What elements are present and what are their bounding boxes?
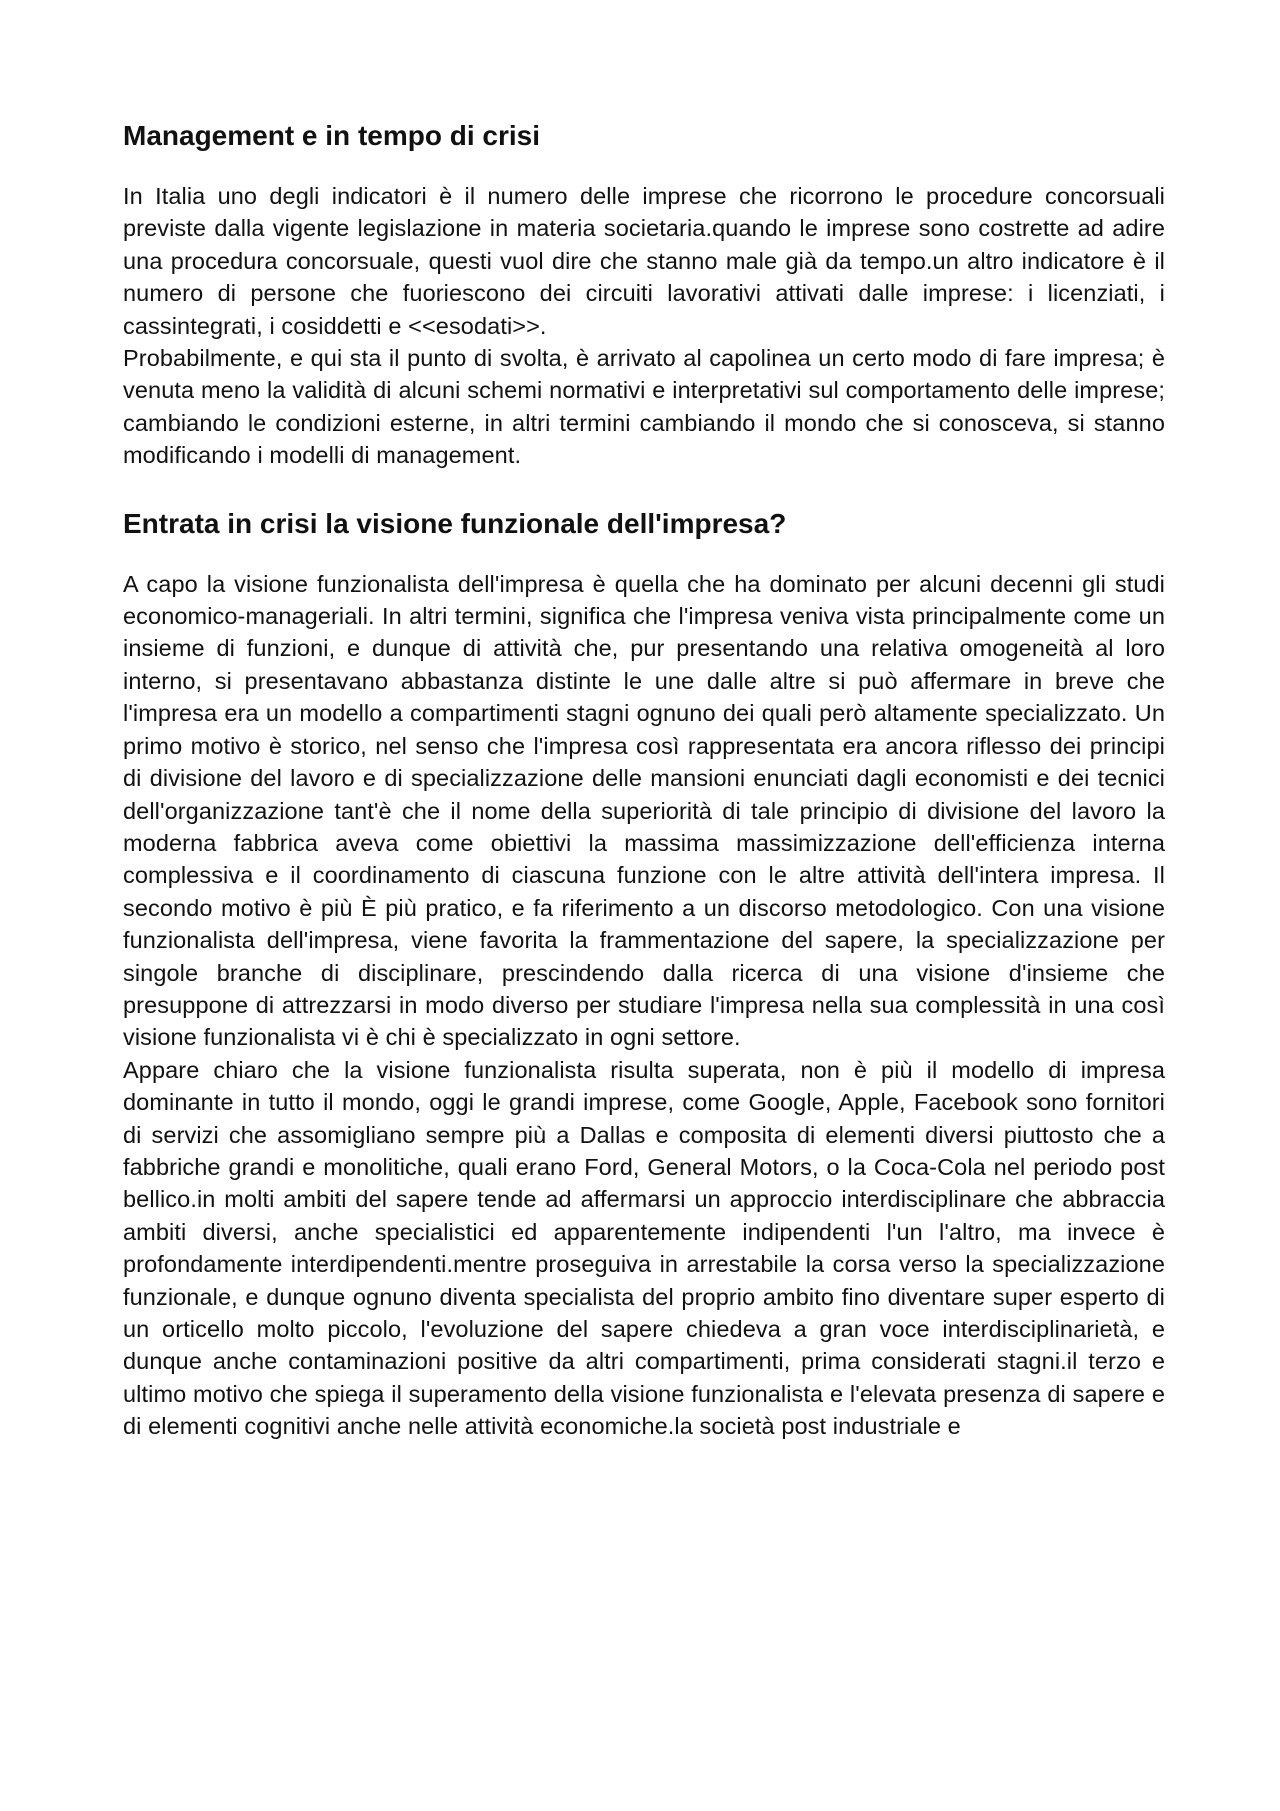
paragraph-punto-di-svolta: Probabilmente, e qui sta il punto di svolta, è arrivato al capolinea un certo modo di fare impresa; è venuta meno la validità di alcuni schemi normativi e interpretativi sul comportamento delle imprese; cambiando le condizioni esterne, in altri termini cambiando il mondo che si conosceva, si stanno modificando i modelli di management. xyxy=(123,345,1165,469)
document-page xyxy=(123,118,1165,1443)
section-title-management-crisi: Management e in tempo di crisi xyxy=(123,120,540,151)
paragraph-visione-funzionalista: A capo la visione funzionalista dell'impresa è quella che ha dominato per alcuni decenni gli studi economico-manageriali. In altri termini, significa che l'impresa veniva vista principalmente come un insieme di funzioni, e dunque di attività che, pur presentando una relativa omogeneità al loro interno, si presentavano abbastanza distinte le une dalle altre si può affermare in breve che l'impresa era un modello a compartimenti stagni ognuno dei quali però altamente specializzato. Un primo motivo è storico, nel senso che l'impresa così rappresentata era ancora riflesso dei principi di divisione del lavoro e di specializzazione delle mansioni enunciati dagli economisti e dei tecnici dell'organizzazione tant'è che il nome della superiorità di tale principio di divisione del lavoro la moderna fabbrica aveva come obiettivi la massima massimizzazione dell'efficienza interna complessiva e il coordinamento di ciascuna funzione con le altre attività dell'intera impresa. Il secondo motivo è più È più pratico, e fa riferimento a un discorso metodologico. Con una visione funzionalista dell'impresa, viene favorita la frammentazione del sapere, la specializzazione per singole branche di disciplinare, prescindendo dalla ricerca di una visione d'insieme che presuppone di attrezzarsi in modo diverso per studiare l'impresa nella sua complessità in una così visione funzionalista vi è chi è specializzato in ogni settore. xyxy=(123,570,1165,1051)
paragraph-visione-superata: Appare chiaro che la visione funzionalista risulta superata, non è più il modello di impresa dominante in tutto il mondo, oggi le grandi imprese, come Google, Apple, Facebook sono fornitori di servizi che assomigliano sempre più a Dallas e composita di elementi diversi piuttosto che a fabbriche grandi e monolitiche, quali erano Ford, General Motors, o la Coca-Cola nel periodo post bellico.in molti ambiti del sapere tende ad affermarsi un approccio interdisciplinare che abbraccia ambiti diversi, anche specialistici ed apparentemente indipendenti l'un l'altro, ma invece è profondamente interdipendenti.mentre proseguiva in arrestabile la corsa verso la specializzazione funzionale, e dunque ognuno diventa specialista del proprio ambito fino diventare super esperto di un orticello molto piccolo, l'evoluzione del sapere chiedeva a gran voce interdisciplinarietà, e dunque anche contaminazioni positive da altri compartimenti, prima considerati stagni.il terzo e ultimo motivo che spiega il superamento della visione funzionalista e l'elevata presenza di sapere e di elementi cognitivi anche nelle attività economiche.la società post industriale e xyxy=(123,1056,1165,1440)
paragraph-indicatori: In Italia uno degli indicatori è il numero delle imprese che ricorrono le procedure concorsuali previste dalla vigente legislazione in materia societaria.quando le imprese sono costrette ad adire una procedura concorsuale, questi vuol dire che stanno male già da tempo.un altro indicatore è il numero di persone che fuoriescono dei circuiti lavorativi attivati dalle imprese: i licenziati, i cassintegrati, i cosiddetti e <<esodati>>. xyxy=(123,183,1165,339)
section-title-visione-funzionale: Entrata in crisi la visione funzionale dell'impresa? xyxy=(123,507,787,539)
